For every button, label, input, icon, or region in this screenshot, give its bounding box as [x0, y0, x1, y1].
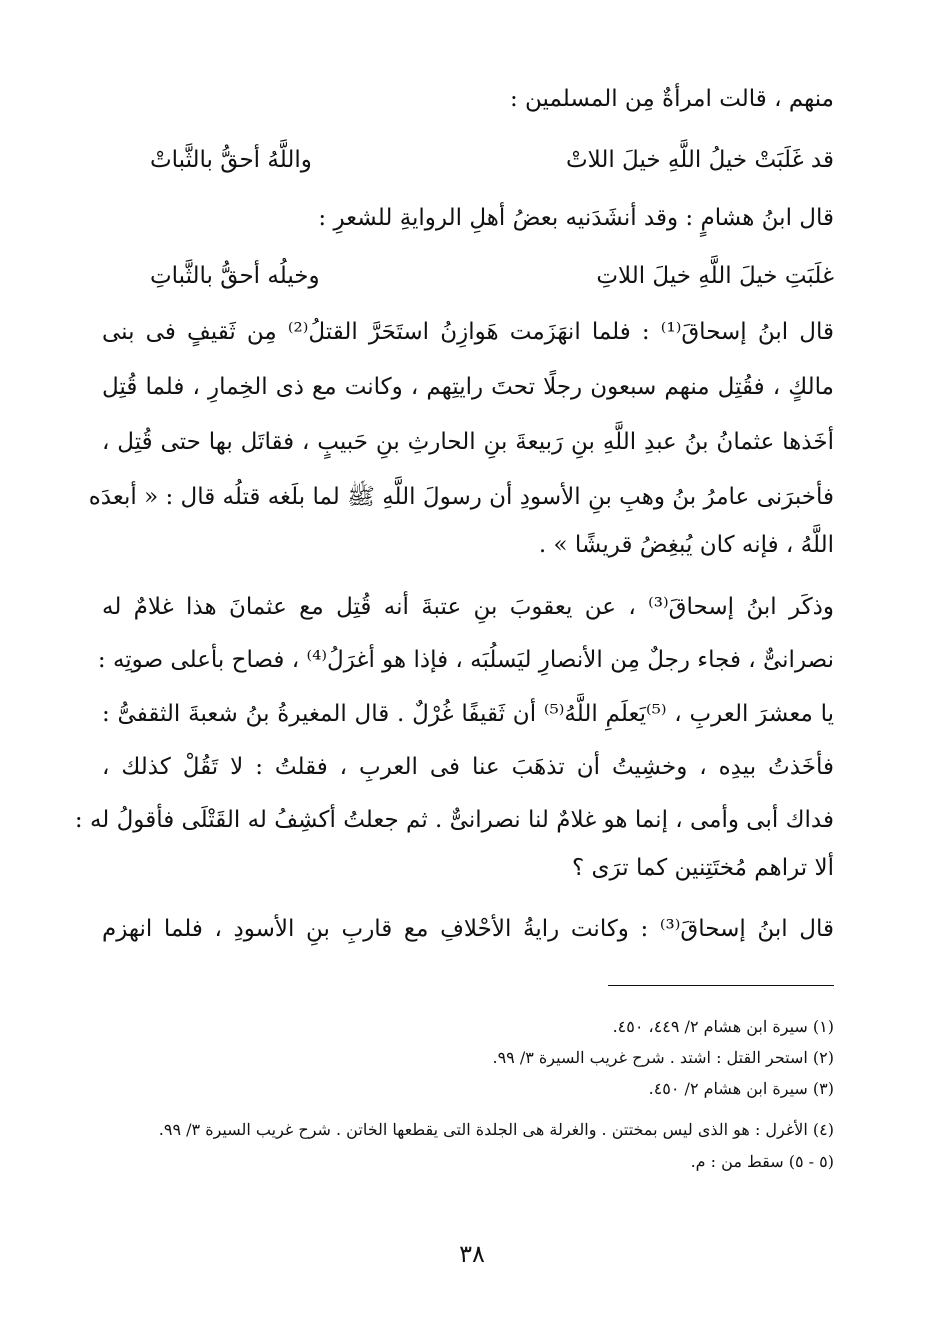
footnote: (٢) استحر القتل : اشتد . شرح غريب السيرة ٣/ ٩٩.	[492, 1048, 834, 1067]
footnote: (٥ - ٥) سقط من : م.	[690, 1152, 834, 1171]
paragraph-line: اللَّهُ ، فإنه كان يُبغِضُ قريشًا » .	[538, 532, 834, 558]
footnote: (٣) سيرة ابن هشام ٢/ ٤٥٠.	[648, 1079, 834, 1098]
footnote-separator	[608, 985, 834, 986]
paragraph-line: أخَذها عثمانُ بنُ عبدِ اللَّهِ بنِ رَبيعةَ بنِ الحارثِ بنِ حَبيبٍ ، فقاتَل بها حتى قُتِل ،	[102, 429, 834, 455]
text-line: منهم ، قالت امرأةٌ مِن المسلمين :	[509, 86, 834, 112]
paragraph-line: قال ابنُ إسحاقَ⁽¹⁾ : فلما انهَزَمت هَوازِنُ استَحَرَّ القتلُ⁽²⁾ مِن ثَقيفٍ فى بنى	[102, 319, 834, 345]
footnote: (١) سيرة ابن هشام ٢/ ٤٤٩، ٤٥٠.	[612, 1017, 834, 1036]
paragraph-line: ألا تراهم مُختَتِنين كما ترَى ؟	[572, 855, 834, 881]
paragraph-line: فأخبرَنى عامرُ بنُ وهبِ بنِ الأسودِ أن رسولَ اللَّهِ ﷺ لما بلَغه قتلُه قال : « أبعدَه	[88, 484, 834, 510]
paragraph-line: مالكٍ ، فقُتِل منهم سبعون رجلًا تحتَ رايتِهم ، وكانت مع ذى الخِمارِ ، فلما قُتِل	[102, 374, 834, 400]
footnote: (٤) الأغرل : هو الذى ليس بمختتن . والغرلة هى الجلدة التى يقطعها الخاتن . شرح غريب السيرة ٣/ ٩٩.	[158, 1120, 834, 1139]
paragraph-line: فداك أبى وأمى ، إنما هو غلامٌ لنا نصرانىٌّ . ثم جعلتُ أكشِفُ له القَتْلَى فأقولُ له :	[74, 807, 834, 833]
page-number: ٣٨	[459, 1240, 485, 1268]
paragraph-line: فأخَذتُ بيدِه ، وخشِيتُ أن تذهَبَ عنا فى العربِ ، فقلتُ : لا تَقُلْ كذلك ،	[102, 754, 834, 780]
verse-hemistich-right: قد غَلَبَتْ خيلُ اللَّهِ خيلَ اللاتْ	[565, 147, 834, 173]
paragraph-line: وذكَر ابنُ إسحاقَ⁽³⁾ ، عن يعقوبَ بنِ عتبةَ أنه قُتِل مع عثمانَ هذا غلامٌ له	[102, 594, 835, 620]
paragraph-line: يا معشرَ العربِ ، ⁽⁵⁾يَعلَمِ اللَّهُ⁽⁵⁾ أن ثَقيفًا غُرْلٌ . قال المغيرةُ بنُ شعبةَ الثقفىُّ :	[102, 701, 834, 727]
verse-hemistich-left: واللَّهُ أحقُّ بالثَّباتْ	[150, 147, 312, 173]
text-line: قال ابنُ هشامٍ : وقد أنشَدَنيه بعضُ أهلِ الروايةِ للشعرِ :	[318, 205, 834, 231]
paragraph-line: نصرانىٌّ ، فجاء رجلٌ مِن الأنصارِ ليَسلُبَه ، فإذا هو أغرَلُ⁽⁴⁾ ، فصاح بأعلى صوتِه :	[97, 647, 834, 673]
verse-hemistich-right: غلَبَتِ خيلَ اللَّهِ خيلَ اللاتِ	[596, 263, 834, 289]
paragraph-line: قال ابنُ إسحاقَ⁽³⁾ : وكانت رايةُ الأحْلافِ مع قاربِ بنِ الأسودِ ، فلما انهزم	[102, 916, 834, 942]
verse-hemistich-left: وخيلُه أحقُّ بالثَّباتِ	[150, 263, 320, 289]
